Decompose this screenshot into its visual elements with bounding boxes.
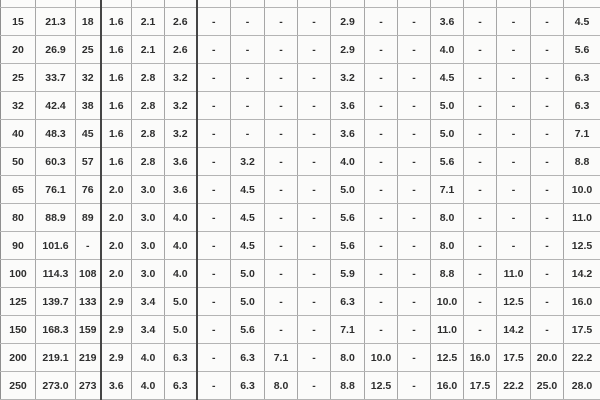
table-cell: 8.0 bbox=[431, 204, 464, 232]
table-cell: - bbox=[298, 344, 331, 372]
table-cell: 12.5 bbox=[365, 372, 398, 400]
table-cell: - bbox=[231, 120, 265, 148]
table-cell: 159 bbox=[76, 316, 101, 344]
table-cell: - bbox=[197, 36, 231, 64]
table-cell: 114.3 bbox=[36, 260, 76, 288]
table-cell: 6.3 bbox=[165, 372, 197, 400]
table-cell: - bbox=[365, 232, 398, 260]
table-cell: 3.0 bbox=[132, 232, 165, 260]
table-cell: - bbox=[197, 288, 231, 316]
table-cell: - bbox=[398, 92, 431, 120]
table-cell: - bbox=[298, 64, 331, 92]
table-cell: - bbox=[497, 232, 531, 260]
table-cell: - bbox=[398, 8, 431, 36]
table-cell: 4.0 bbox=[165, 204, 197, 232]
table-cell: - bbox=[464, 120, 497, 148]
table-cell: 2.1 bbox=[132, 8, 165, 36]
table-row bbox=[1, 8, 600, 36]
row-key-cell: 25 bbox=[1, 64, 36, 92]
table-cell: - bbox=[531, 92, 564, 120]
table-cell: - bbox=[531, 316, 564, 344]
table-cell: 12.5 bbox=[431, 344, 464, 372]
row-key-cell: 20 bbox=[1, 36, 36, 64]
table-cell: 7.1 bbox=[331, 316, 365, 344]
table-cell: - bbox=[365, 260, 398, 288]
cutoff-header-cell bbox=[165, 0, 197, 8]
table-cell: 4.5 bbox=[231, 176, 265, 204]
table-cell: 4.0 bbox=[431, 36, 464, 64]
table-cell: - bbox=[197, 204, 231, 232]
table-cell: 2.0 bbox=[101, 232, 132, 260]
table-cell: - bbox=[197, 64, 231, 92]
table-cell: 6.3 bbox=[564, 92, 600, 120]
table-cell: 2.6 bbox=[165, 36, 197, 64]
table-cell: 2.9 bbox=[101, 288, 132, 316]
table-cell: - bbox=[398, 288, 431, 316]
table-cell: - bbox=[497, 64, 531, 92]
table-cell: 3.2 bbox=[165, 64, 197, 92]
table-cell: 5.0 bbox=[431, 92, 464, 120]
cutoff-header-cell bbox=[398, 0, 431, 8]
table-cell: 2.9 bbox=[101, 344, 132, 372]
table-cell: 133 bbox=[76, 288, 101, 316]
table-cell: 5.6 bbox=[331, 232, 365, 260]
table-cell: - bbox=[497, 8, 531, 36]
table-cell: - bbox=[265, 120, 298, 148]
table-cell: - bbox=[464, 204, 497, 232]
table-cell: - bbox=[398, 204, 431, 232]
table-cell: 22.2 bbox=[564, 344, 600, 372]
table-cell: - bbox=[398, 148, 431, 176]
table-cell: - bbox=[531, 120, 564, 148]
table-cell: 4.0 bbox=[331, 148, 365, 176]
table-cell: 18 bbox=[76, 8, 101, 36]
table-cell: - bbox=[464, 64, 497, 92]
table-cell: 5.0 bbox=[231, 288, 265, 316]
table-cell: 5.6 bbox=[564, 36, 600, 64]
row-key-cell: 125 bbox=[1, 288, 36, 316]
table-cell: 3.0 bbox=[132, 260, 165, 288]
table-cell: 2.8 bbox=[132, 92, 165, 120]
table-cell: 8.8 bbox=[331, 372, 365, 400]
table-cell: 3.2 bbox=[165, 92, 197, 120]
table-cell: - bbox=[497, 36, 531, 64]
table-cell: 7.1 bbox=[564, 120, 600, 148]
table-cell: 2.9 bbox=[331, 36, 365, 64]
table-cell: 10.0 bbox=[564, 176, 600, 204]
table-row bbox=[1, 204, 600, 232]
cutoff-header-cell bbox=[101, 0, 132, 8]
table-cell: 10.0 bbox=[431, 288, 464, 316]
table-cell: - bbox=[197, 176, 231, 204]
table-cell: - bbox=[464, 176, 497, 204]
cutoff-header-cell bbox=[231, 0, 265, 8]
table-cell: - bbox=[464, 8, 497, 36]
cutoff-header-cell bbox=[197, 0, 231, 8]
table-cell: 2.8 bbox=[132, 120, 165, 148]
table-cell: - bbox=[298, 260, 331, 288]
table-cell: 42.4 bbox=[36, 92, 76, 120]
table-cell: 3.6 bbox=[101, 372, 132, 400]
table-cell: 8.8 bbox=[431, 260, 464, 288]
table-cell: - bbox=[464, 36, 497, 64]
table-cell: 16.0 bbox=[431, 372, 464, 400]
table-cell: 17.5 bbox=[497, 344, 531, 372]
cutoff-header-cell bbox=[531, 0, 564, 8]
table-cell: 6.3 bbox=[331, 288, 365, 316]
table-cell: - bbox=[365, 64, 398, 92]
table-cell: 11.0 bbox=[497, 260, 531, 288]
table-cell: 16.0 bbox=[464, 344, 497, 372]
table-cell: 1.6 bbox=[101, 148, 132, 176]
table-cell: - bbox=[398, 260, 431, 288]
table-cell: 8.0 bbox=[265, 372, 298, 400]
table-cell: 3.2 bbox=[231, 148, 265, 176]
table-cell: 4.5 bbox=[231, 204, 265, 232]
table-cell: 4.0 bbox=[165, 260, 197, 288]
table-cell: 3.2 bbox=[331, 64, 365, 92]
table-cell: 2.8 bbox=[132, 148, 165, 176]
table-cell: - bbox=[365, 204, 398, 232]
table-cell: - bbox=[197, 8, 231, 36]
table-cell: - bbox=[298, 120, 331, 148]
cutoff-header-cell bbox=[36, 0, 76, 8]
table-cell: - bbox=[464, 260, 497, 288]
table-row bbox=[1, 64, 600, 92]
table-cell: - bbox=[365, 176, 398, 204]
table-cell: - bbox=[265, 288, 298, 316]
table-cell: - bbox=[365, 120, 398, 148]
table-cell: 273.0 bbox=[36, 372, 76, 400]
table-cell: - bbox=[197, 260, 231, 288]
table-cell: 4.0 bbox=[132, 344, 165, 372]
table-cell: - bbox=[398, 372, 431, 400]
table-cell: 5.0 bbox=[165, 288, 197, 316]
table-row bbox=[1, 372, 600, 400]
table-cell: 273 bbox=[76, 372, 101, 400]
table-cell: 5.0 bbox=[231, 260, 265, 288]
table-cell: 25 bbox=[76, 36, 101, 64]
table-cell: 12.5 bbox=[497, 288, 531, 316]
table-row bbox=[1, 120, 600, 148]
table-cell: 76.1 bbox=[36, 176, 76, 204]
table-cell: 25.0 bbox=[531, 372, 564, 400]
table-cell: - bbox=[497, 92, 531, 120]
table-cell: - bbox=[497, 176, 531, 204]
table-cell: 2.9 bbox=[101, 316, 132, 344]
table-cell: - bbox=[365, 8, 398, 36]
table-cell: 57 bbox=[76, 148, 101, 176]
table-cell: 5.6 bbox=[331, 204, 365, 232]
table-cell: 3.6 bbox=[331, 92, 365, 120]
table-cell: 33.7 bbox=[36, 64, 76, 92]
table-cell: - bbox=[298, 232, 331, 260]
table-cell: 3.0 bbox=[132, 204, 165, 232]
table-cell: - bbox=[265, 232, 298, 260]
table-row bbox=[1, 36, 600, 64]
table-cell: 6.3 bbox=[231, 372, 265, 400]
table-cell: - bbox=[298, 36, 331, 64]
table-cell: 5.6 bbox=[431, 148, 464, 176]
table-cell: 6.3 bbox=[165, 344, 197, 372]
table-cell: - bbox=[398, 176, 431, 204]
cutoff-header-cell bbox=[132, 0, 165, 8]
table-cell: 21.3 bbox=[36, 8, 76, 36]
table-cell: 3.6 bbox=[165, 148, 197, 176]
table-cell: - bbox=[398, 316, 431, 344]
table-cell: 1.6 bbox=[101, 8, 132, 36]
cutoff-header-cell bbox=[265, 0, 298, 8]
table-cell: - bbox=[298, 148, 331, 176]
table-cell: 4.0 bbox=[165, 232, 197, 260]
table-cell: 2.6 bbox=[165, 8, 197, 36]
table-cell: 1.6 bbox=[101, 92, 132, 120]
table-cell: 22.2 bbox=[497, 372, 531, 400]
table-cell: 48.3 bbox=[36, 120, 76, 148]
table-cell: 17.5 bbox=[564, 316, 600, 344]
table-row bbox=[1, 344, 600, 372]
table-cell: 4.5 bbox=[564, 8, 600, 36]
table-cell: 11.0 bbox=[431, 316, 464, 344]
table-cell: - bbox=[298, 176, 331, 204]
cutoff-header-cell bbox=[331, 0, 365, 8]
table-cell: - bbox=[497, 148, 531, 176]
table-cell: 89 bbox=[76, 204, 101, 232]
row-key-cell: 32 bbox=[1, 92, 36, 120]
table-cell: - bbox=[197, 92, 231, 120]
cutoff-header-row bbox=[1, 0, 600, 8]
table-cell: 26.9 bbox=[36, 36, 76, 64]
table-cell: 1.6 bbox=[101, 36, 132, 64]
row-key-cell: 90 bbox=[1, 232, 36, 260]
table-cell: 16.0 bbox=[564, 288, 600, 316]
table-cell: 8.8 bbox=[564, 148, 600, 176]
table-cell: - bbox=[398, 120, 431, 148]
table-cell: - bbox=[464, 92, 497, 120]
row-key-cell: 150 bbox=[1, 316, 36, 344]
table-cell: 11.0 bbox=[564, 204, 600, 232]
cutoff-header-cell bbox=[464, 0, 497, 8]
table-cell: - bbox=[231, 64, 265, 92]
table-cell: 7.1 bbox=[265, 344, 298, 372]
table-cell: 2.9 bbox=[331, 8, 365, 36]
table-cell: - bbox=[298, 372, 331, 400]
table-cell: 101.6 bbox=[36, 232, 76, 260]
table-cell: - bbox=[531, 36, 564, 64]
table-cell: 6.3 bbox=[564, 64, 600, 92]
table-cell: - bbox=[231, 92, 265, 120]
table-cell: 5.9 bbox=[331, 260, 365, 288]
table-cell: 2.0 bbox=[101, 260, 132, 288]
table-cell: 38 bbox=[76, 92, 101, 120]
table-cell: 219 bbox=[76, 344, 101, 372]
table-row bbox=[1, 316, 600, 344]
table-row bbox=[1, 232, 600, 260]
table-cell: - bbox=[197, 120, 231, 148]
table-cell: - bbox=[365, 92, 398, 120]
table-cell: - bbox=[265, 64, 298, 92]
table-cell: 4.5 bbox=[231, 232, 265, 260]
cutoff-header-cell bbox=[497, 0, 531, 8]
table-cell: - bbox=[497, 120, 531, 148]
table-cell: - bbox=[76, 232, 101, 260]
table-cell: - bbox=[265, 148, 298, 176]
row-key-cell: 65 bbox=[1, 176, 36, 204]
row-key-cell: 200 bbox=[1, 344, 36, 372]
row-key-cell: 80 bbox=[1, 204, 36, 232]
table-cell: 20.0 bbox=[531, 344, 564, 372]
table-cell: - bbox=[464, 316, 497, 344]
table-cell: - bbox=[298, 316, 331, 344]
table-cell: 3.2 bbox=[165, 120, 197, 148]
table-cell: 5.0 bbox=[165, 316, 197, 344]
cutoff-header-cell bbox=[298, 0, 331, 8]
table-cell: - bbox=[265, 92, 298, 120]
table-cell: 2.1 bbox=[132, 36, 165, 64]
table-cell: - bbox=[398, 64, 431, 92]
table-cell: - bbox=[531, 288, 564, 316]
table-cell: 14.2 bbox=[564, 260, 600, 288]
table-cell: - bbox=[531, 176, 564, 204]
table-cell: - bbox=[197, 232, 231, 260]
table-cell: - bbox=[531, 260, 564, 288]
table-cell: - bbox=[365, 148, 398, 176]
table-cell: 8.0 bbox=[431, 232, 464, 260]
table-cell: 32 bbox=[76, 64, 101, 92]
table-cell: - bbox=[265, 316, 298, 344]
table-cell: 28.0 bbox=[564, 372, 600, 400]
table-row bbox=[1, 148, 600, 176]
cutoff-header-cell bbox=[564, 0, 600, 8]
table-cell: - bbox=[365, 288, 398, 316]
table-cell: 76 bbox=[76, 176, 101, 204]
table-cell: 88.9 bbox=[36, 204, 76, 232]
table-cell: 219.1 bbox=[36, 344, 76, 372]
table-cell: - bbox=[365, 36, 398, 64]
table-cell: - bbox=[265, 36, 298, 64]
table-cell: - bbox=[531, 148, 564, 176]
table-cell: 3.6 bbox=[165, 176, 197, 204]
table-cell: - bbox=[398, 344, 431, 372]
table-row bbox=[1, 176, 600, 204]
table-cell: - bbox=[298, 288, 331, 316]
table-cell: - bbox=[231, 36, 265, 64]
table-cell: 5.0 bbox=[431, 120, 464, 148]
table-cell: - bbox=[531, 204, 564, 232]
table-cell: - bbox=[197, 316, 231, 344]
table-cell: 12.5 bbox=[564, 232, 600, 260]
table-cell: - bbox=[265, 176, 298, 204]
table-cell: 3.6 bbox=[331, 120, 365, 148]
table-cell: - bbox=[197, 372, 231, 400]
table-cell: 8.0 bbox=[331, 344, 365, 372]
table-cell: 2.0 bbox=[101, 204, 132, 232]
table-cell: - bbox=[464, 148, 497, 176]
table-cell: - bbox=[197, 344, 231, 372]
cutoff-header-cell bbox=[431, 0, 464, 8]
table-cell: - bbox=[265, 204, 298, 232]
table-body bbox=[1, 0, 600, 400]
table-cell: - bbox=[398, 232, 431, 260]
table-cell: - bbox=[398, 36, 431, 64]
table-cell: 2.8 bbox=[132, 64, 165, 92]
table-cell: 5.6 bbox=[231, 316, 265, 344]
table-cell: 4.5 bbox=[431, 64, 464, 92]
table-cell: 14.2 bbox=[497, 316, 531, 344]
table-cell: - bbox=[265, 8, 298, 36]
table-cell: - bbox=[365, 316, 398, 344]
table-cell: - bbox=[298, 8, 331, 36]
table-cell: 3.6 bbox=[431, 8, 464, 36]
table-cell: - bbox=[298, 204, 331, 232]
table-cell: 60.3 bbox=[36, 148, 76, 176]
table-cell: 168.3 bbox=[36, 316, 76, 344]
table-cell: - bbox=[265, 260, 298, 288]
table-cell: - bbox=[531, 8, 564, 36]
row-key-cell: 50 bbox=[1, 148, 36, 176]
table-cell: 45 bbox=[76, 120, 101, 148]
table-cell: 139.7 bbox=[36, 288, 76, 316]
table-cell: - bbox=[464, 288, 497, 316]
cutoff-header-cell bbox=[365, 0, 398, 8]
table-cell: 1.6 bbox=[101, 120, 132, 148]
table-cell: 10.0 bbox=[365, 344, 398, 372]
row-key-cell: 100 bbox=[1, 260, 36, 288]
table-row bbox=[1, 260, 600, 288]
table-cell: 6.3 bbox=[231, 344, 265, 372]
table-cell: 108 bbox=[76, 260, 101, 288]
table-cell: - bbox=[531, 64, 564, 92]
row-key-cell: 40 bbox=[1, 120, 36, 148]
row-key-cell: 250 bbox=[1, 372, 36, 400]
table-cell: 4.0 bbox=[132, 372, 165, 400]
table-cell: - bbox=[497, 204, 531, 232]
table-cell: 3.4 bbox=[132, 288, 165, 316]
table-cell: - bbox=[231, 8, 265, 36]
row-key-cell: 15 bbox=[1, 8, 36, 36]
table-cell: - bbox=[197, 148, 231, 176]
cutoff-header-cell bbox=[76, 0, 101, 8]
table-cell: 2.0 bbox=[101, 176, 132, 204]
table-cell: 3.4 bbox=[132, 316, 165, 344]
table-cell: - bbox=[531, 232, 564, 260]
table-cell: 17.5 bbox=[464, 372, 497, 400]
table-cell: - bbox=[464, 232, 497, 260]
table-cell: - bbox=[298, 92, 331, 120]
cutoff-header-cell bbox=[1, 0, 36, 8]
table-cell: 5.0 bbox=[331, 176, 365, 204]
table-row bbox=[1, 92, 600, 120]
table-cell: 3.0 bbox=[132, 176, 165, 204]
table-cell: 1.6 bbox=[101, 64, 132, 92]
table-cell: 7.1 bbox=[431, 176, 464, 204]
table-row bbox=[1, 288, 600, 316]
